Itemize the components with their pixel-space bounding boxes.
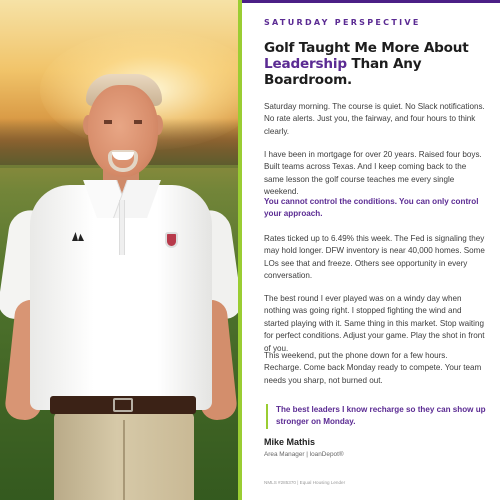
headline-part-2: Than Any Boardroom.: [264, 56, 422, 88]
portrait-photo: [0, 0, 238, 500]
eyes: [104, 120, 142, 124]
article-panel: [264, 0, 486, 500]
paragraph-intro: Saturday morning. The course is quiet. No Slack notifications. No rate alerts. Just you, the fairway, and four hours to think clearly.: [264, 102, 485, 136]
author-name: Mike Mathis: [264, 437, 316, 447]
author-role: Area Manager | loanDepot®: [264, 451, 344, 458]
eyebrow-label: SATURDAY PERSPECTIVE: [264, 18, 421, 27]
club-crest-icon: [165, 232, 178, 248]
green-accent-divider: [238, 0, 242, 500]
paragraph-story: The best round I ever played was on a windy day when nothing was going right. I stopped fighting the wind and started playing with it. Same thing in this market. Stop waiting for perfect conditions. Adjust your game. Play the shot in front of you.: [264, 294, 485, 353]
headline: [264, 40, 486, 88]
man-in-golf-polo: [0, 0, 238, 500]
headline-highlight: Leadership: [264, 56, 347, 72]
paragraph-call-to-action: This weekend, put the phone down for a few hours. Recharge. Come back Monday ready to compete. Your team needs you sharp, not burned out.: [264, 351, 482, 385]
belt-buckle: [113, 398, 133, 412]
pull-quote: The best leaders I know recharge so they can show up stronger on Monday.: [266, 404, 486, 429]
paragraph-key-lesson: You cannot control the conditions. You can only control your approach.: [264, 197, 479, 219]
paragraph-market: Rates ticked up to 6.49% this week. The Fed is signaling they may hold longer. DFW inventory is near 40,000 homes. Some LOs see that and freeze. Others see opportunity in every conversation.: [264, 234, 485, 281]
pants-seam: [123, 420, 125, 500]
paragraph-background: I have been in mortgage for over 20 years. Raised four boys. Built teams across Texas. And I keep coming back to the same lesson the golf course teaches me every single weekend.: [264, 150, 482, 197]
shirt-placket: [119, 200, 125, 255]
disclosure-text: NMLS #285370 | Equal Housing Lender: [264, 480, 346, 485]
headline-part-1: Golf Taught Me More About: [264, 40, 469, 56]
